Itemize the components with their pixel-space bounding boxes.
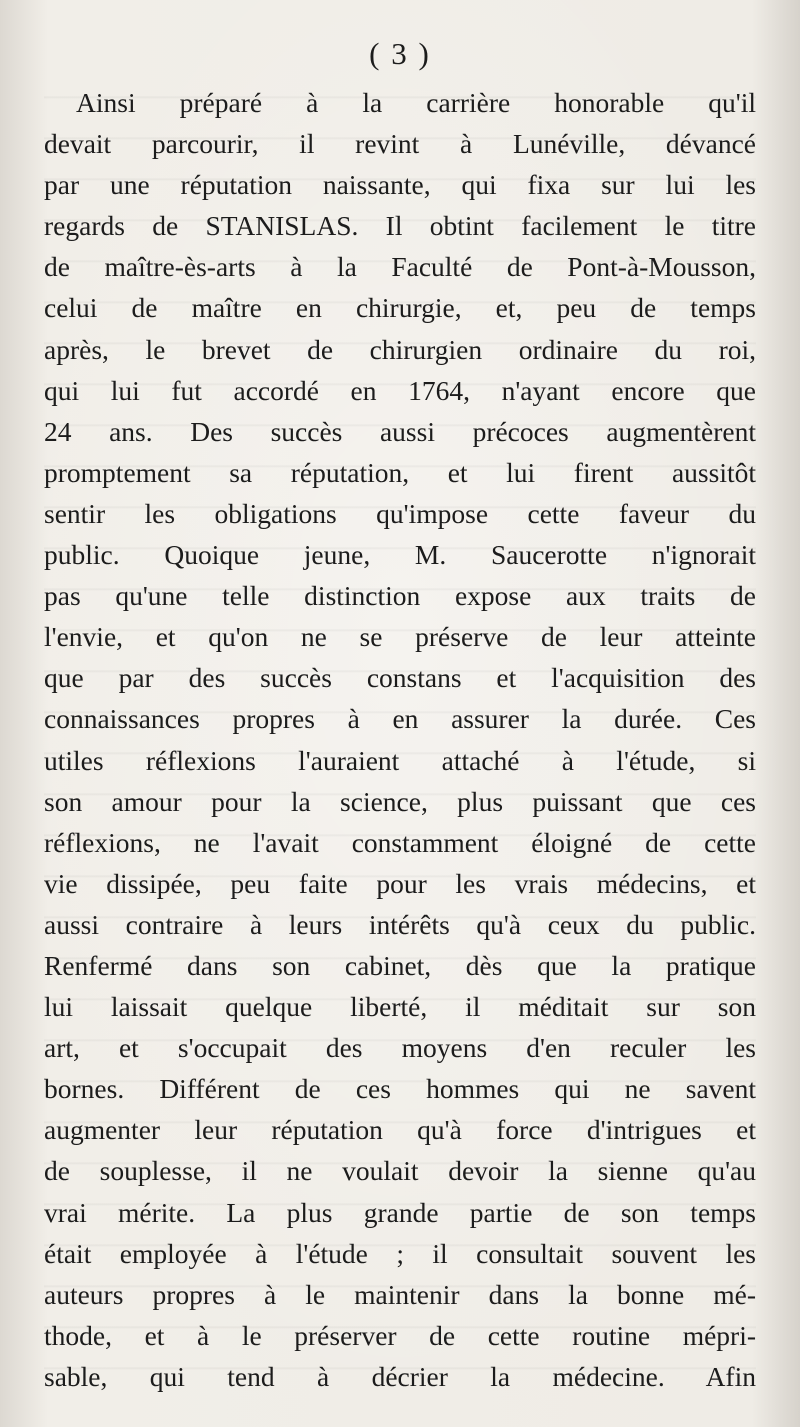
text-line: Renfermé dans son cabinet, dès que la pratique [44, 949, 756, 981]
text-line: de souplesse, il ne voulait devoir la sienne qu'au [44, 1155, 756, 1187]
text-line: regards de STANISLAS. Il obtint facilement le titre [44, 210, 756, 242]
text-line: réflexions, ne l'avait constamment éloigné de cette [44, 826, 756, 858]
text-line: vie dissipée, peu faite pour les vrais médecins, et [44, 867, 756, 899]
text-line: bornes. Différent de ces hommes qui ne savent [44, 1073, 756, 1105]
text-line: thode, et à le préserver de cette routine mépri- [44, 1319, 756, 1351]
text-line: par une réputation naissante, qui fixa sur lui les [44, 169, 756, 201]
text-line: l'envie, et qu'on ne se préserve de leur atteinte [44, 621, 756, 653]
text-line: son amour pour la science, plus puissant que ces [44, 785, 756, 817]
text-line: était employée à l'étude ; il consultait souvent les [44, 1237, 756, 1269]
text-line: connaissances propres à en assurer la durée. Ces [44, 703, 756, 735]
text-line: pas qu'une telle distinction expose aux traits de [44, 580, 756, 612]
text-line: devait parcourir, il revint à Lunéville, dévancé [44, 128, 756, 160]
page-number: ( 3 ) [369, 36, 431, 71]
text-line: auteurs propres à le maintenir dans la bonne mé- [44, 1278, 756, 1310]
text-line: 24 ans. Des succès aussi précoces augmentèrent [44, 415, 756, 447]
text-line: aussi contraire à leurs intérêts qu'à ceux du public. [44, 908, 756, 940]
text-line: public. Quoique jeune, M. Saucerotte n'ignorait [44, 539, 756, 571]
text-line: sentir les obligations qu'impose cette faveur du [44, 497, 756, 529]
text-line: promptement sa réputation, et lui firent aussitôt [44, 456, 756, 488]
text-line: de maître-ès-arts à la Faculté de Pont-à-Mousson, [44, 251, 756, 283]
text-line: sable, qui tend à décrier la médecine. Afin [44, 1360, 756, 1392]
text-line: utiles réflexions l'auraient attaché à l'étude, si [44, 744, 756, 776]
text-line: celui de maître en chirurgie, et, peu de temps [44, 292, 756, 324]
text-line: que par des succès constans et l'acquisition des [44, 662, 756, 694]
text-line: lui laissait quelque liberté, il méditait sur son [44, 991, 756, 1023]
text-line: après, le brevet de chirurgien ordinaire du roi, [44, 333, 756, 365]
text-line: Ainsi préparé à la carrière honorable qu'il [76, 87, 756, 118]
text-line: art, et s'occupait des moyens d'en reculer les [44, 1032, 756, 1064]
text-line: vrai mérite. La plus grande partie de son temps [44, 1196, 756, 1228]
body-text [44, 82, 756, 1397]
text-line: augmenter leur réputation qu'à force d'intrigues et [44, 1114, 756, 1146]
text-line: qui lui fut accordé en 1764, n'ayant encore que [44, 374, 756, 406]
